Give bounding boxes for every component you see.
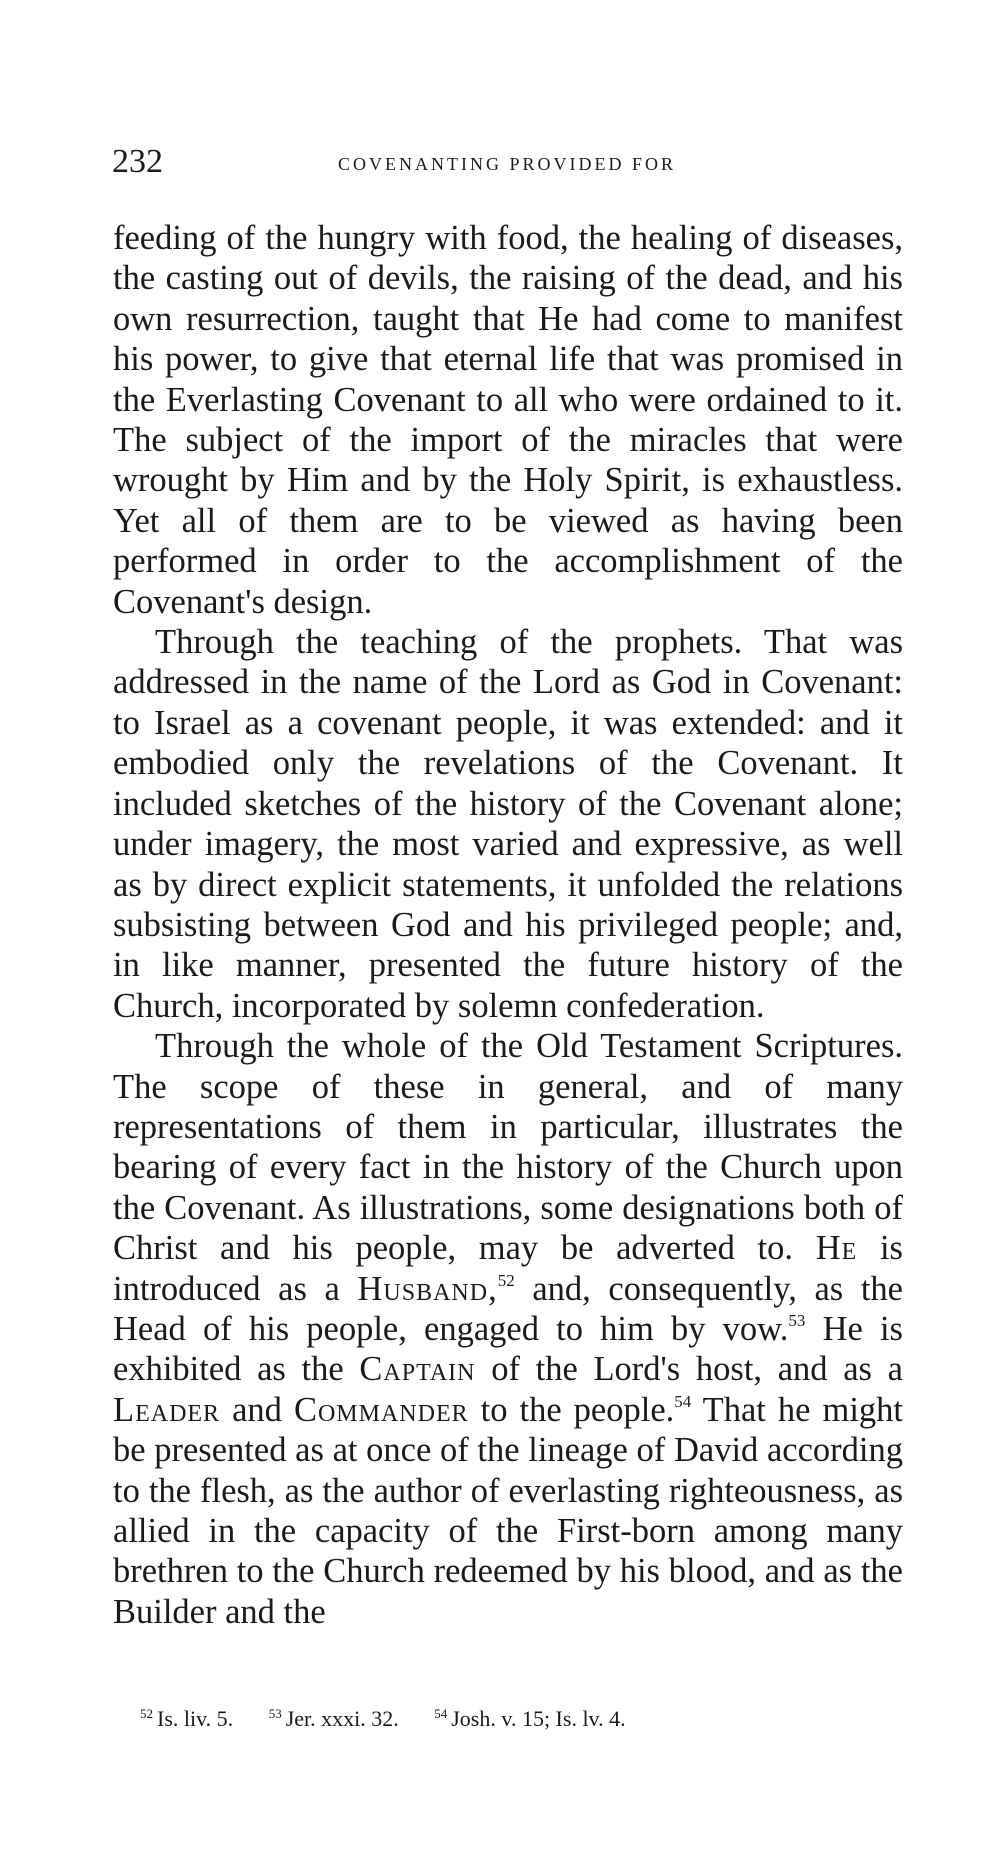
running-title: COVENANTING PROVIDED FOR (337, 154, 676, 174)
footnote-54 (434, 1703, 625, 1735)
small-caps-captain: Captain (359, 1350, 476, 1389)
page-number: 232 (112, 143, 163, 180)
text-segment: He is exhibited as the (113, 1309, 903, 1389)
footnote-marker: 53 (268, 1706, 282, 1721)
text-segment: That he might be presented as at once of the lineage of David according to the flesh, as the author of everlasting righteousness, as allied in the capacity of the First-born among many brethren to the Church redeemed by his blood, and as the Builder and the (113, 1390, 903, 1631)
main-text (113, 218, 903, 1632)
page-header (112, 140, 902, 184)
footnote-53 (269, 1703, 399, 1735)
small-caps-he: He (815, 1229, 858, 1268)
footnote-marker: 54 (434, 1706, 448, 1721)
small-caps-leader: Leader (113, 1390, 221, 1429)
paragraph-miracles: feeding of the hungry with food, the healing of diseases, the casting out of devils, the raising of the dead, and his own resurrection, taught that He had come to manifest his power, to give that eternal life that was promised in the Everlasting Covenant to all who were ordained to it. The subject of the import of the miracles that were wrought by Him and by the Holy Spirit, is exhaustless. Yet all of them are to be viewed as having been performed in order to the accomplishment of the Covenant's design. (113, 219, 903, 621)
footnote-marker: 52 (140, 1706, 153, 1721)
paragraph-prophets: Through the teaching of the prophets. That was addressed in the name of the Lord as God in Covenant: to Israel as a covenant people, it was extended: and it embodied only the revelations of the Covenant. It included sketches of the history of the Covenant alone; under imagery, the most varied and expressive, as well as by direct explicit statements, it unfolded the relations subsisting between God and his privileged people; and, in like manner, presented the future history of the Church, incorporated by solemn confederation. (113, 623, 903, 1025)
text-segment: Through the whole of the Old Testament Scriptures. The scope of these in general, and of many representations of them in particular, illustrates the bearing of every fact in the history of the Church upon the Covenant. As illustrations, some designations both of Christ and his people, may be adverted to. (113, 1027, 903, 1268)
footnote-52 (140, 1703, 233, 1735)
footnote-ref-53: 53 (788, 1310, 806, 1330)
text-segment: and, consequently, as the Head of his people, engaged to him by vow. (113, 1269, 903, 1348)
footnote-ref-54: 54 (674, 1391, 692, 1411)
footnotes (140, 1703, 900, 1735)
text-segment: is introduced as a (113, 1229, 903, 1308)
text-segment: of the Lord's host, and as a (475, 1350, 903, 1389)
paragraph-old-testament (113, 1026, 903, 1632)
text-segment: to the people. (468, 1390, 675, 1429)
footnote-ref-52: 52 (497, 1270, 515, 1290)
text-segment: and (220, 1390, 294, 1429)
small-caps-husband: Husband, (357, 1269, 498, 1308)
footnote-text: Josh. v. 15; Is. lv. 4. (451, 1706, 626, 1731)
footnote-text: Is. liv. 5. (157, 1706, 234, 1731)
footnote-text: Jer. xxxi. 32. (285, 1706, 399, 1731)
small-caps-commander: Commander (293, 1390, 469, 1429)
